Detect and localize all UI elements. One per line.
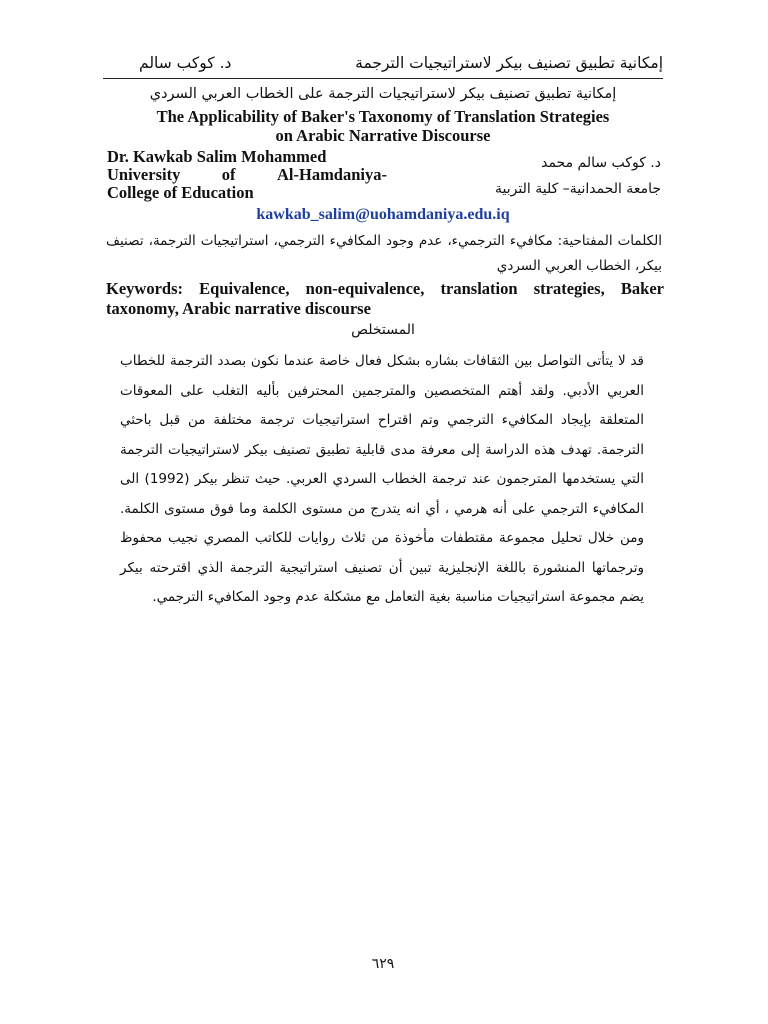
- english-title-line2: on Arabic Narrative Discourse: [275, 126, 491, 145]
- affiliation-word: University: [107, 165, 181, 184]
- author-block-english: [107, 148, 387, 202]
- keywords-english: Keywords: Equivalence, non-equivalence, translation strategies, Baker taxonomy, Arabic narrative discourse: [106, 279, 664, 318]
- abstract-body: قد لا يتأتى التواصل بين الثقافات بشاره بشكل فعال خاصة عندما نكون بصدد الترجمة للخطاب العربي الأدبي. ولقد أهتم المتخصصين والمترجمين المحترفين بأليه التغلب على المعوقات المتعلقة بإيجاد المكافيء الترجمي وتم اقتراح استراتيجيات ترجمة مختلفة من قبل باحثي الترجمة. تهدف هذه الدراسة إلى معرفة مدى قابلية تطبيق تصنيف بيكر لاستراتيجيات الترجمة التي يستخدمها المترجمون عند ترجمة الخطاب السردي العربي. حيث تنظر بيكر (1992) الى المكافيء الترجمي على أنه هرمي ، أي انه يتدرج من مستوى الكلمة وما فوق مستوى الكلمة. ومن خلال تحليل مجموعة مقتطفات مأخوذة من ثلاث روايات للكاتب المصري نجيب محفوظ وترجماتها المنشورة باللغة الإنجليزية تبين أن تصنيف استراتيجية الترجمة الذي اقترحته بيكر يضم مجموعة استراتيجيات مناسبة بغية التعامل مع مشكلة عدم وجود المكافيء الترجمي.: [120, 353, 644, 605]
- running-header: [103, 50, 663, 79]
- college-english: College of Education: [107, 183, 254, 202]
- author-name-arabic: د. كوكب سالم محمد: [541, 155, 661, 171]
- english-title-line1: The Applicability of Baker's Taxonomy of Translation Strategies: [156, 107, 610, 126]
- keywords-arabic: الكلمات المفتاحية: مكافيء الترجميء، عدم وجود المكافيء الترجمي، استراتيجيات الترجمة، تصنيف بيكر، الخطاب العربي السردي: [106, 233, 662, 274]
- running-author: د. كوكب سالم: [139, 54, 232, 72]
- author-block-arabic: [495, 150, 661, 202]
- author-name-english: Dr. Kawkab Salim Mohammed: [107, 147, 327, 166]
- affiliation-word: Al-Hamdaniya-: [276, 165, 387, 184]
- affiliation-line-english: [107, 166, 387, 184]
- page-number: ٦٢٩: [371, 956, 395, 972]
- arabic-title: إمكانية تطبيق تصنيف بيكر لاستراتيجيات الترجمة على الخطاب العربي السردي: [149, 86, 617, 102]
- english-title: [103, 107, 663, 145]
- author-email: kawkab_salim@uohamdaniya.edu.iq: [256, 206, 510, 223]
- affiliation-word: of: [221, 165, 236, 184]
- affiliation-arabic: جامعة الحمدانية– كلية التربية: [495, 181, 661, 197]
- running-title: إمكانية تطبيق تصنيف بيكر لاستراتيجيات الترجمة: [355, 54, 663, 72]
- abstract-heading: المستخلص: [351, 322, 415, 338]
